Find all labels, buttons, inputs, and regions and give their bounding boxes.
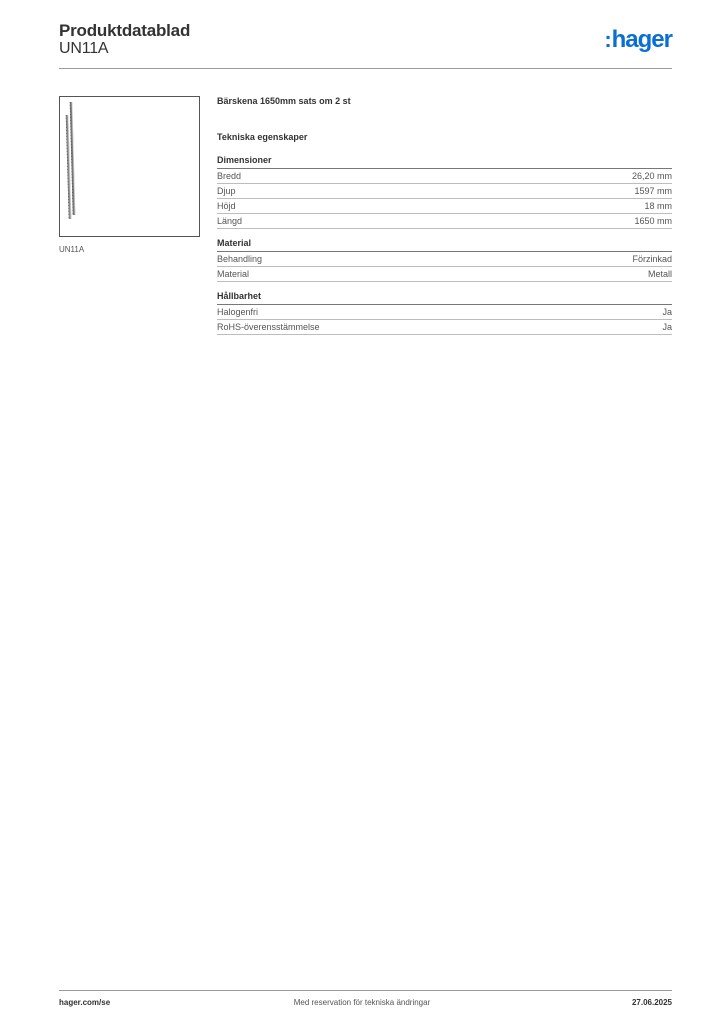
spec-row [217, 214, 672, 229]
spec-label: Material [217, 269, 250, 279]
footer-date: 27.06.2025 [631, 998, 672, 1007]
spec-label: Höjd [217, 201, 236, 211]
section-title: Tekniska egenskaper [217, 132, 308, 142]
spec-value: Ja [662, 307, 672, 317]
spec-value: 18 mm [644, 201, 672, 211]
spec-row [217, 199, 672, 214]
spec-row [217, 184, 672, 199]
group-title: Hållbarhet [217, 291, 672, 305]
product-specs [217, 96, 672, 344]
busbar-product-image [60, 97, 199, 236]
group-title: Material [217, 238, 672, 252]
spec-group-dimensioner [217, 155, 672, 229]
header-divider [59, 68, 672, 69]
footer-website: hager.com/se [59, 998, 111, 1007]
spec-label: Längd [217, 216, 243, 226]
spec-label: Behandling [217, 254, 263, 264]
spec-label: Bredd [217, 171, 242, 181]
spec-value: Ja [662, 322, 672, 332]
spec-group-hallbarhet [217, 291, 672, 335]
spec-value: 1597 mm [634, 186, 672, 196]
spec-label: Halogenfri [217, 307, 259, 317]
hager-logo: :hager [604, 26, 672, 53]
footer-divider [59, 990, 672, 991]
spec-row [217, 305, 672, 320]
document-title: Produktdatablad [59, 21, 191, 40]
spec-row [217, 267, 672, 282]
spec-row [217, 320, 672, 335]
spec-label: RoHS-överensstämmelse [217, 322, 320, 332]
spec-row [217, 252, 672, 267]
spec-value: Metall [647, 269, 672, 279]
spec-group-material [217, 238, 672, 282]
product-code: UN11A [59, 40, 109, 57]
product-image [59, 96, 200, 237]
image-caption: UN11A [59, 245, 85, 254]
spec-value: Förzinkad [632, 254, 672, 264]
spec-row [217, 169, 672, 184]
footer-disclaimer: Med reservation för tekniska ändringar [293, 998, 431, 1007]
spec-value: 1650 mm [634, 216, 672, 226]
product-title: Bärskena 1650mm sats om 2 st [217, 96, 351, 106]
spec-label: Djup [217, 186, 236, 196]
spec-value: 26,20 mm [631, 171, 672, 181]
group-title: Dimensioner [217, 155, 672, 169]
